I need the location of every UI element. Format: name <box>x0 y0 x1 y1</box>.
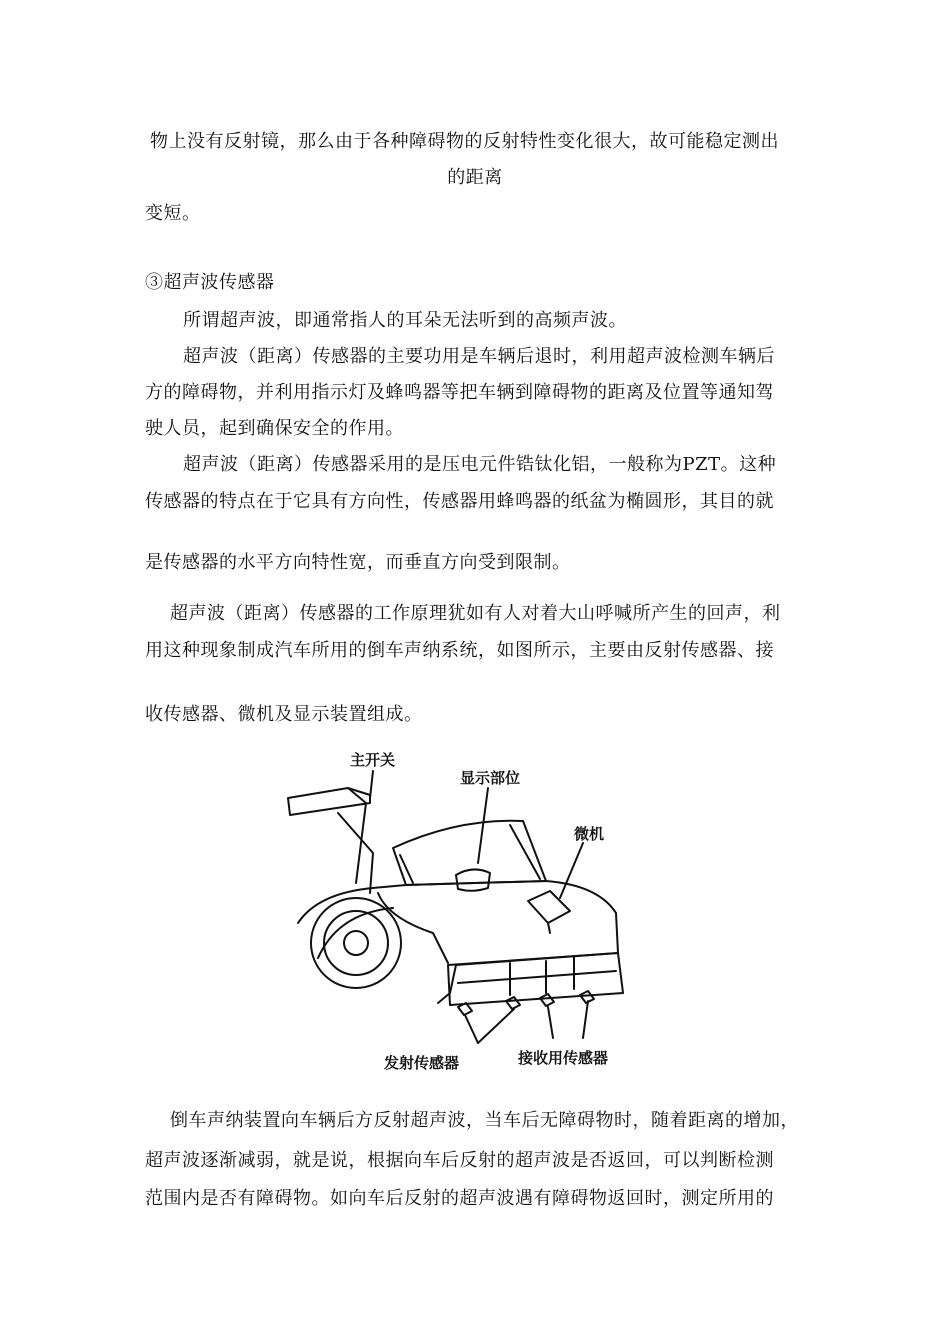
sensor-2 <box>506 997 520 1009</box>
microcomputer-box <box>528 891 570 923</box>
label-main-switch: 主开关 <box>350 751 396 769</box>
label-emit-sensor: 发射传感器 <box>384 1054 460 1072</box>
label-microcomputer: 微机 <box>574 825 605 843</box>
rear-bumper <box>448 953 623 1005</box>
paragraph-line: 物上没有反射镜，那么由于各种障碍物的反射特性变化很大，故可能稳定测出 <box>150 131 779 152</box>
car-illustration <box>278 743 658 1083</box>
paragraph-line: 传感器的特点在于它具有方向性，传感器用蜂鸣器的纸盆为椭圆形，其目的就 <box>145 491 774 512</box>
paragraph-line: 的距离 <box>447 167 503 188</box>
paragraph-line: 超声波（距离）传感器采用的是压电元件锆钛化铝，一般称为PZT。这种 <box>183 454 777 475</box>
open-trunk-lid <box>288 788 370 815</box>
paragraph-line: 驶人员，起到确保安全的作用。 <box>145 418 404 439</box>
paragraph-line: 变短。 <box>145 203 201 224</box>
car-sonar-diagram <box>278 743 658 1083</box>
paragraph-line: 范围内是否有障碍物。如向车后反射的超声波遇有障碍物返回时，测定所用的 <box>145 1188 774 1209</box>
paragraph-line: 收传感器、微机及显示装置组成。 <box>145 704 423 725</box>
display-unit <box>456 869 490 890</box>
paragraph-line: 用这种现象制成汽车所用的倒车声纳系统，如图所示，主要由反射传感器、接 <box>145 640 774 661</box>
paragraph-line: 超声波逐渐减弱，就是说，根据向车后反射的超声波是否返回，可以判断检测 <box>145 1150 774 1171</box>
paragraph-line: 倒车声纳装置向车辆后方反射超声波，当车后无障碍物时，随着距离的增加， <box>170 1110 799 1131</box>
paragraph-line: 所谓超声波，即通常指人的耳朵无法听到的高频声波。 <box>183 310 627 331</box>
section-heading: ③超声波传感器 <box>145 272 275 293</box>
label-display: 显示部位 <box>460 769 521 787</box>
paragraph-line: 超声波（距离）传感器的主要功用是车辆后退时，利用超声波检测车辆后 <box>183 346 775 367</box>
paragraph-line: 超声波（距离）传感器的工作原理犹如有人对着大山呼喊所产生的回声，利 <box>170 603 781 624</box>
paragraph-line: 是传感器的水平方向特性宽，而垂直方向受到限制。 <box>145 552 571 573</box>
paragraph-line: 方的障碍物，并利用指示灯及蜂鸣器等把车辆到障碍物的距离及位置等通知驾 <box>145 382 774 403</box>
rear-window <box>393 821 546 885</box>
sensor-3 <box>540 994 554 1006</box>
label-receive-sensor: 接收用传感器 <box>518 1049 609 1067</box>
